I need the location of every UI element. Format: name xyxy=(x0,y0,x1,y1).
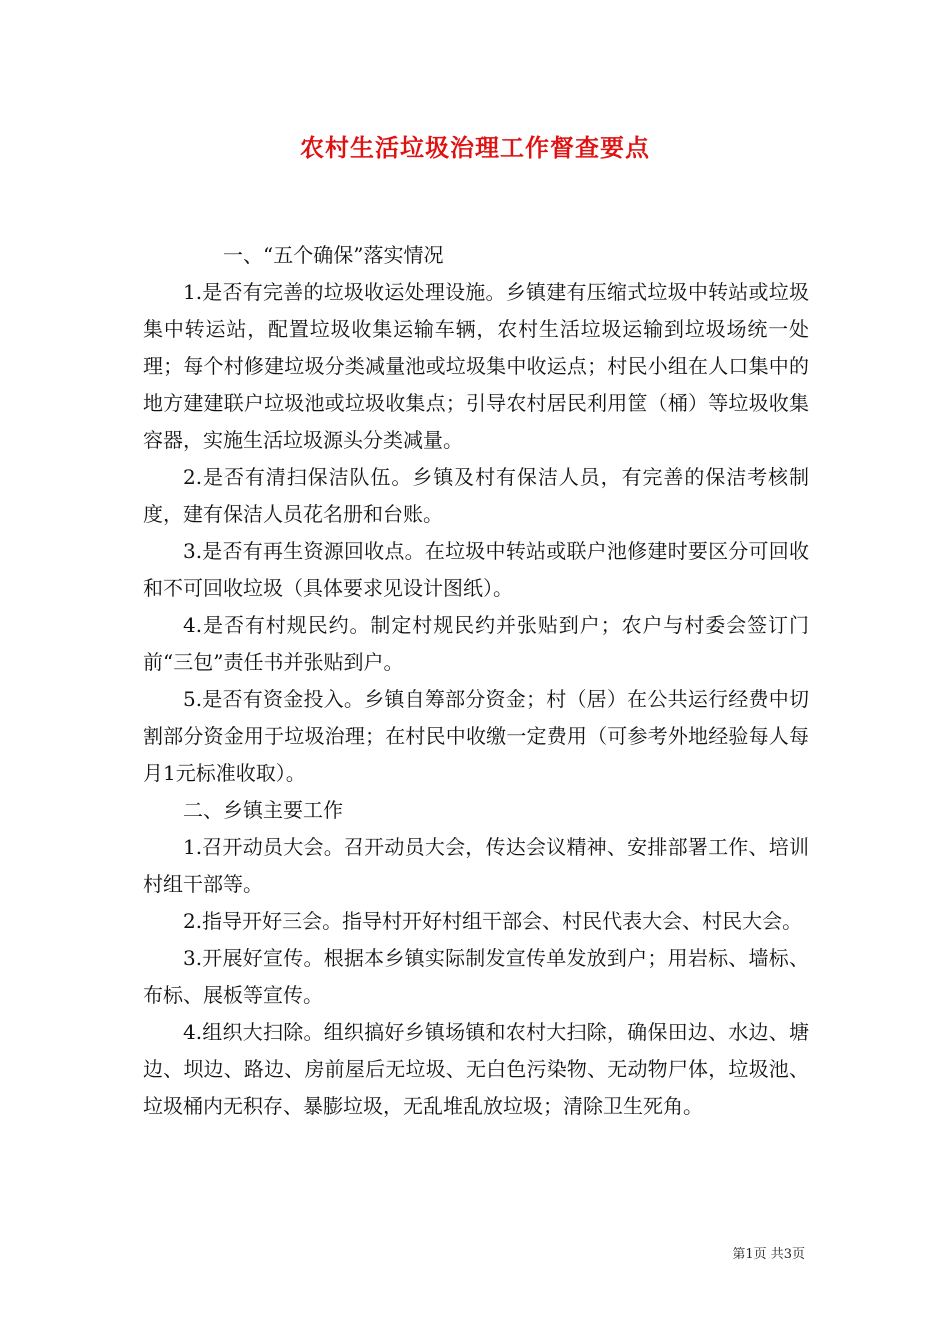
section-heading-1: 一、“五个确保”落实情况 xyxy=(223,243,444,267)
document-body xyxy=(143,237,809,1125)
section-heading-2: 二、乡镇主要工作 xyxy=(183,798,343,822)
paragraph-2-4: 4.组织大扫除。组织搞好乡镇场镇和农村大扫除，确保田边、水边、塘边、坝边、路边、房前屋后无垃圾、无白色污染物、无动物尸体，垃圾池、垃圾桶内无积存、暴膨垃圾，无乱堆乱放垃圾；清除卫生死角。 xyxy=(143,1020,809,1118)
document-title: 农村生活垃圾治理工作督查要点 xyxy=(300,133,650,162)
paragraph-1-5: 5.是否有资金投入。乡镇自筹部分资金；村（居）在公共运行经费中切割部分资金用于垃圾治理；在村民中收缴一定费用（可参考外地经验每人每月1元标准收取）。 xyxy=(143,687,809,785)
paragraph-2-1: 1.召开动员大会。召开动员大会，传达会议精神、安排部署工作、培训村组干部等。 xyxy=(143,835,809,896)
paragraph-1-1: 1.是否有完善的垃圾收运处理设施。乡镇建有压缩式垃圾中转站或垃圾集中转运站，配置垃圾收集运输车辆，农村生活垃圾运输到垃圾场统一处理；每个村修建垃圾分类减量池或垃圾集中收运点；村民小组在人口集中的地方建建联户垃圾池或垃圾收集点；引导农村居民利用筐（桶）等垃圾收集容器，实施生活垃圾源头分类减量。 xyxy=(143,280,809,452)
paragraph-1-4: 4.是否有村规民约。制定村规民约并张贴到户；农户与村委会签订门前“三包”责任书并张贴到户。 xyxy=(143,613,809,674)
paragraph-1-3: 3.是否有再生资源回收点。在垃圾中转站或联户池修建时要区分可回收和不可回收垃圾（具体要求见设计图纸）。 xyxy=(143,539,809,600)
page-number-footer: 第1页 共3页 xyxy=(732,1247,805,1262)
paragraph-2-3: 3.开展好宣传。根据本乡镇实际制发宣传单发放到户；用岩标、墙标、布标、展板等宣传。 xyxy=(143,946,809,1007)
paragraph-1-2: 2.是否有清扫保洁队伍。乡镇及村有保洁人员，有完善的保洁考核制度，建有保洁人员花名册和台账。 xyxy=(143,465,809,526)
paragraph-2-2: 2.指导开好三会。指导村开好村组干部会、村民代表大会、村民大会。 xyxy=(183,909,803,933)
